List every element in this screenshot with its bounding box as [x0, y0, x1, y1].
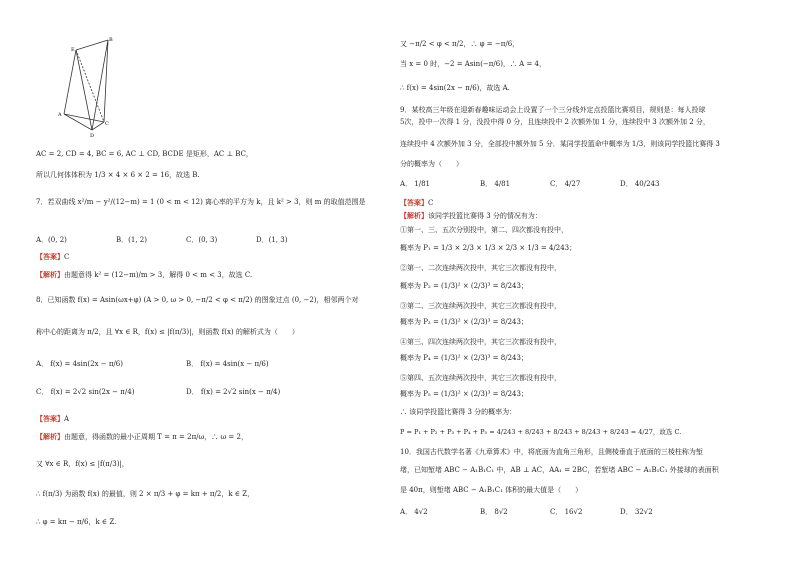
q9-explanation	[400, 211, 542, 221]
sum-intro: ∴ 该同学投篮比赛得 3 分的概率为：	[400, 408, 517, 416]
explanation-label: 【解析】	[36, 432, 64, 441]
answer-value: A	[64, 415, 70, 423]
q7-explanation	[36, 270, 252, 280]
question-10-line-1: 10．我国古代数学名著《九章算术》中，将底面为直角三角形，且侧棱垂直于底面的三棱柱称为堑	[400, 448, 703, 456]
right-line-2: 当 x = 0 时，−2 = Asin(−π/6)，∴ A = 4，	[400, 60, 546, 68]
q7-option-c: C．(0, 3)	[186, 236, 218, 244]
prob-4: 概率为 P₄ = (1/3)² × (2/3)³ = 8/243；	[400, 354, 528, 362]
q8-option-b: B． f(x) = 4sin(x − π/6)	[186, 360, 269, 368]
q9-option-c: C． 4/27	[550, 180, 581, 188]
label-e: E	[71, 47, 75, 53]
q7-option-a: A．(0, 2)	[36, 236, 67, 244]
q8-answer	[36, 414, 69, 424]
question-10-line-2: 堵，已知堑堵 ABC − A₁B₁C₁ 中，AB ⊥ AC，AA₁ = 2BC，若堑堵 ABC − A₁B₁C₁ 外接球的表面积	[400, 466, 719, 474]
q10-option-b: B． 8√2	[480, 508, 508, 516]
q9-option-d: D． 40/243	[620, 180, 660, 188]
q7-option-b: B．(1, 2)	[116, 236, 147, 244]
label-a: A	[58, 112, 62, 118]
prob-2: 概率为 P₂ = (1/3)² × (2/3)³ = 8/243；	[400, 282, 528, 290]
q7-option-d: D．(1, 3)	[256, 236, 288, 244]
q9-option-b: B． 4/81	[480, 180, 511, 188]
question-8-line-2: 称中心的距离为 π/2，且 ∀x ∈ R，f(x) ≤ |f(π/3)|，则函数 f(x) 的解析式为（ ）	[36, 328, 299, 336]
q8-option-c: C． f(x) = 2√2 sin(2x − π/4)	[36, 388, 135, 396]
prob-5: 概率为 P₅ = (1/3)² × (2/3)³ = 8/243；	[400, 390, 528, 398]
question-9-line-4: 分的概率为（ ）	[400, 160, 463, 168]
answer-label: 【答案】	[400, 198, 428, 207]
question-9-line-3: 连续投中 4 次额外加 3 分，全部投中额外加 5 分．某同学投篮命中概率为 1/3，则该同学投篮比赛得 3	[400, 140, 720, 148]
question-7: 7．若双曲线 x²/m − y²/(12−m) = 1 (0 < m < 12) 离心率的平方为 k，且 k² > 3，则 m 的取值范围是	[36, 198, 366, 206]
sum-formula: P = P₁ + P₂ + P₃ + P₄ + P₅ = 4/243 + 8/243 + 8/243 + 8/243 + 8/243 = 4/27，故选 C.	[400, 428, 682, 436]
q8-explanation-4: ∴ φ = kπ − π/6，k ∈ Z.	[36, 518, 117, 526]
prob-3: 概率为 P₃ = (1/3)² × (2/3)³ = 8/243；	[400, 318, 528, 326]
q8-explanation-2: 又 ∀x ∈ R，f(x) ≤ |f(π/3)|，	[36, 460, 129, 468]
label-d: D	[90, 133, 95, 139]
explanation-label: 【解析】	[36, 270, 64, 279]
solution-line-2: 所以几何体体积为 1/3 × 4 × 6 × 2 = 16，故选 B.	[36, 171, 200, 179]
solution-line-1: AC = 2, CD = 4, BC = 6, AC ⊥ CD, BCDE 是矩形，AC ⊥ BC，	[36, 150, 253, 158]
explanation-text: 该同学投篮比赛得 3 分的情况有为：	[428, 212, 542, 220]
question-10-line-3: 是 40π，则堑堵 ABC − A₁B₁C₁ 体积的最大值是（ ）	[400, 486, 583, 494]
q10-option-d: D． 32√2	[620, 508, 653, 516]
explanation-label: 【解析】	[400, 211, 428, 220]
case-5: ⑤第四、五次连续两次投中，其它三次都没有投中，	[400, 374, 561, 382]
q8-explanation-3: ∴ f(π/3) 为函数 f(x) 的最值，则 2 × π/3 + φ = kπ + π/2，k ∈ Z，	[36, 490, 255, 498]
q9-option-a: A． 1/81	[400, 180, 430, 188]
question-8-line-1: 8．已知函数 f(x) = Asin(ωx+φ) (A > 0, ω > 0, −π/2 < φ < π/2) 的图象过点 (0, −2)，相邻两个对	[36, 296, 359, 304]
q9-answer	[400, 198, 433, 208]
case-1: ①第一、三、五次分别投中，第二、四次都没有投中，	[400, 226, 568, 234]
label-b: B	[109, 37, 113, 43]
q8-option-a: A． f(x) = 4sin(2x − π/6)	[36, 360, 123, 368]
case-2: ②第一、二次连续两次投中，其它三次都没有投中，	[400, 264, 561, 272]
right-line-1: 又 −π/2 < φ < π/2，∴ φ = −π/6，	[400, 40, 520, 48]
explanation-text: 由题意得 k² = (12−m)/m > 3，解得 0 < m < 3，故选 C.	[64, 271, 253, 279]
explanation-text: 由题意，得函数的最小正周期 T = π = 2π/ω，∴ ω = 2，	[64, 433, 248, 441]
case-3: ③第二、三次连续两次投中，其它三次都没有投中，	[400, 302, 561, 310]
label-c: C	[105, 121, 109, 127]
case-4: ④第三、四次连续两次投中，其它三次都没有投中，	[400, 338, 561, 346]
geometry-figure	[46, 36, 126, 141]
q8-option-d: D． f(x) = 2√2 sin(x − π/4)	[186, 388, 281, 396]
question-9-line-2: 5次，投中一次得 1 分，没投中得 0 分，且连续投中 2 次额外加 1 分，连续投中 3 次额外加 2 分，	[400, 118, 710, 126]
question-9-line-1: 9．某校高三年级在迎新春趣味运动会上设置了一个三分线外定点投篮比赛项目，规则是：每人投球	[400, 106, 706, 114]
right-line-3: ∴ f(x) = 4sin(2x − π/6)，故选 A.	[400, 84, 510, 92]
q10-option-a: A． 4√2	[400, 508, 428, 516]
prob-1: 概率为 P₁ = 1/3 × 2/3 × 1/3 × 2/3 × 1/3 = 4/243；	[400, 244, 577, 252]
q7-answer	[36, 252, 69, 262]
answer-value: C	[64, 253, 70, 261]
answer-label: 【答案】	[36, 252, 64, 261]
answer-value: C	[428, 199, 434, 207]
q8-explanation-1	[36, 432, 248, 442]
q10-option-c: C． 16√2	[550, 508, 583, 516]
answer-label: 【答案】	[36, 414, 64, 423]
